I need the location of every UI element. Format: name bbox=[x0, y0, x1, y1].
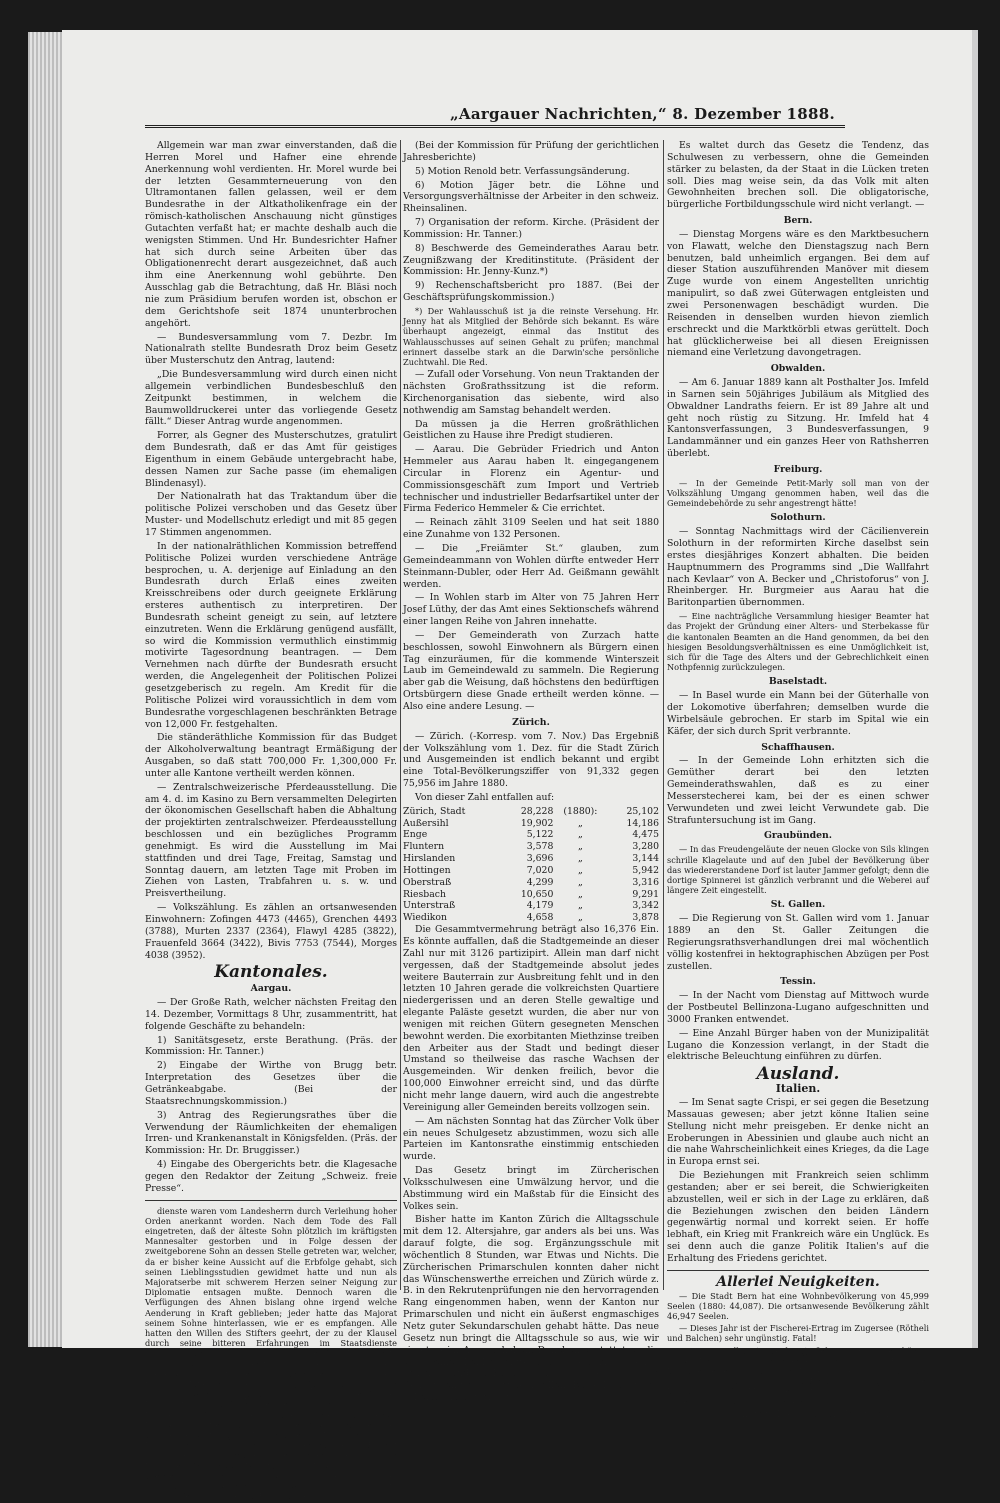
population-cell-place: Hottingen bbox=[403, 864, 451, 876]
population-table bbox=[403, 806, 659, 924]
article-paragraph: — Eine nachträgliche Versammlung hiesiger Beamter hat das Projekt der Gründung einer Alters- und Sterbekasse für die kantonalen Beamten an die Hand genommen, da bei den hiesigen Besoldungsverhältnissen es eine Unmöglichkeit ist, sich für die Tage des Alters und der Gebrechlichkeit einen Nothpfennig zurückzulegen. bbox=[667, 611, 929, 673]
population-cell-mark: „ bbox=[577, 817, 583, 829]
population-cell-mark: „ bbox=[577, 864, 583, 876]
article-paragraph: Da müssen ja die Herren großräthlichen Geistlichen zu Hause ihre Predigt studieren. bbox=[403, 418, 659, 442]
article-paragraph: — Im Senat sagte Crispi, er sei gegen die Besetzung Massauas gewesen; aber jetzt könne Italien seine Stellung nicht mehr preisgeben. Er denke nicht an Eroberungen in Abessinien und glaube auch nicht an die nahe Wahrscheinlichkeit eines Krieges, da die Lage in Europa ernst sei. bbox=[667, 1097, 929, 1168]
article-paragraph: — Volkszählung. Es zählen an ortsanwesenden Einwohnern: Zofingen 4473 (4465), Grenchen 4493 (3788), Murten 2337 (2364), Flawyl 4285 (3822), Frauenfeld 3664 (3422), Bivis 7753 (7544), Morges 4038 (3952). bbox=[145, 902, 397, 961]
article-paragraph: — In der Gemeinde Lohn erhitzten sich die Gemüther derart bei den letzten Gemeinderathswahlen, daß es zu einer Messerstecherei kam, bei der es einen schwer Verwundeten und zwei leicht Verwundete gab. Die Strafuntersuchung ist im Gang. bbox=[667, 755, 929, 826]
column-rule bbox=[400, 140, 401, 1290]
article-paragraph: Bisher hatte im Kanton Zürich die Alltagsschule mit dem 12. Altersjahre, gar anders als bei uns. Was darauf folgte, die sog. Ergänzungsschule mit wöchentlich 8 Stunden, war Etwas und Nichts. Die Zürcherischen Primarschulen konnten daher nicht das Wünschenswerthe erreichen und Zürich würde z. B. in den Rekrutenprüfungen nie den hervorragenden Rang eingenommen haben, wenn der Kanton nur Primarschulen und nicht ein äußerst engmaschiges Netz guter Sekundarschulen gehabt hätte. Das neue Gesetz nun bringt die Alltagsschule so aus, wie wir sie etwa im Aargau haben. Daneben gestattet es die Wahlfreiheit bei Lehrmittel und Schreibmaterialien in Primar- und Sekundarschulen, ohne daß die Gemeinden verhindert sein sollen. Es verlängert den Arbeitsschulunterricht. bbox=[403, 1214, 659, 1404]
population-cell-place: Fluntern bbox=[403, 841, 445, 853]
population-cell-now: 5,122 bbox=[526, 829, 554, 841]
article-paragraph: — Reinach zählt 3109 Seelen und hat seit 1880 eine Zunahme von 132 Personen. bbox=[403, 517, 659, 541]
article-paragraph: — Aarau. Die Gebrüder Friedrich und Anton Hemmeler aus Aarau haben lt. eingegangenem Circular in Florenz ein Agentur- und Commissionsgeschäft zum Import und Vertrieb technischer und industrieller Bedarfsartikel unter der Firma Federico Hemmeler & Cie errichtet. bbox=[403, 444, 659, 515]
article-paragraph: 3) Antrag des Regierungsrathes über die Verwendung der Räumlichkeiten der ehemaligen Irren- und Krankenanstalt in Königsfelden. (Präs. der Kommission: Hr. Dr. Bruggisser.) bbox=[145, 1109, 397, 1157]
article-paragraph: 6) Motion Jäger betr. die Löhne und Versorgungsverhältnisse der Arbeiter in den schweiz. Rheinsalinen. bbox=[403, 179, 659, 215]
article-paragraph: — Am 6. Januar 1889 kann alt Posthalter Jos. Imfeld in Sarnen sein 50jähriges Jubiläum als Mitglied des Obwaldner Landraths feiern. Er ist 89 Jahre alt und geht noch rüstig zu Sitzung. Hr. Imfeld hat 4 Kantonsverfassungen, 3 Bundesverfassungen, 9 Landammänner und ein ganzes Heer von Rathsherren überlebt. bbox=[667, 377, 929, 460]
article-paragraph: — In Wohlen starb im Alter von 75 Jahren Herr Josef Lüthy, der das Amt eines Sektionschefs während einer langen Reihe von Jahren innehatte. bbox=[403, 592, 659, 628]
population-row bbox=[403, 912, 659, 924]
population-cell-then: 25,102 bbox=[626, 805, 659, 817]
footnote: *) Der Wahlausschuß ist ja die reinste Versehung. Hr. Jenny hat als Mitglied der Behörde sich bekannt. Es wäre überhaupt angezeigt, einmal das Institut des Wahlausschusses auf seinen Gehalt zu prüfen; manchmal erinnert dasselbe stark an die Darwin'sche persönliche Zuchtwahl. Die Red. bbox=[403, 305, 659, 367]
page-right-edge bbox=[972, 30, 978, 1348]
news-item: — In Corcelles (Neuenburg) fiel ein Hauseigenthümer letzten Freitag mit einer Laterne in der Hand vom Heustock. Die Laterne zerbrach und das Heu entzündete sich. Das Feuer griff so schnell um sich, daß das Haus vollständig abbrannte. Das unvorsichtige Mannli selbst fand in den Flammen. Eine arme alte Frau wurde leider gerettet. bbox=[667, 1345, 929, 1407]
article-paragraph: — Dienstag Morgens wäre es den Marktbesuchern von Flawatt, welche den Dienstagszug nach Bern benutzen, bald unheimlich ergangen. Bei dem auf dieser Station auszuführenden Manöver mit diesem Zuge wurde von einem Angestellten unrichtig manipulirt, so daß zwei Güterwagen entgleisten und zwei Personenwagen beschädigt wurden. Die Reisenden in denselben wurden hievon ziemlich erschreckt und die Marktkörbli etwas gerüttelt. Doch hat glücklicherweise bei all diesen Ereignissen niemand eine Verletzung davongetragen. bbox=[667, 228, 929, 359]
article-paragraph: 1) Sanitätsgesetz, erste Berathung. (Präs. der Kommission: Hr. Tanner.) bbox=[145, 1034, 397, 1058]
article-paragraph: — Am nächsten Sonntag hat das Zürcher Volk über ein neues Schulgesetz abzustimmen, wozu sich alle Parteien im Kantonsrathe einstimmig entschieden wurde. bbox=[403, 1115, 659, 1163]
article-paragraph: Es waltet durch das Gesetz die Tendenz, das Schulwesen zu verbessern, ohne die Gemeinden stärker zu belasten, da der Staat in die Lücken treten soll. Dies mag weise sein, da das Volk mit alten Gewohnheiten brechen soll. Die obligatorische, bürgerliche Fortbildungsschule wird nicht verlangt. — bbox=[667, 140, 929, 211]
population-cell-now: 7,020 bbox=[526, 864, 554, 876]
article-paragraph: Von dieser Zahl entfallen auf: bbox=[415, 791, 555, 803]
article-paragraph: 4) Eingabe des Obergerichts betr. die Klagesache gegen den Redaktor der Zeitung „Schweiz. freie Presse“. bbox=[145, 1159, 397, 1194]
article-paragraph: (Bei der Kommission für Prüfung der gerichtlichen Jahresberichte) bbox=[403, 140, 659, 163]
population-cell-place: Außersihl bbox=[403, 817, 449, 829]
article-paragraph: Der Nationalrath hat das Traktandum über die politische Polizei verschoben und das Gesetz über Muster- und Modellschutz erledigt und mit 85 gegen 17 Stimmen angenommen. bbox=[145, 491, 397, 538]
population-cell-then: 3,144 bbox=[632, 853, 659, 865]
population-row bbox=[403, 865, 659, 877]
column-rule bbox=[663, 140, 664, 1290]
article-paragraph: — In der Gemeinde Petit-Marly soll man von der Volkszählung Umgang genommen haben, weil das die Gemeindebehörde zu sehr angestrengt hätte! bbox=[667, 477, 929, 509]
population-cell-now: 10,650 bbox=[520, 888, 554, 900]
article-paragraph: 7) Organisation der reform. Kirche. (Präsident der Kommission: Hr. Tanner.) bbox=[403, 217, 659, 240]
population-row bbox=[403, 806, 659, 818]
article-paragraph: — Zürich. (-Korresp. vom 7. Nov.) Das Ergebniß der Volkszählung vom 1. Dez. für die Stadt Zürich und Ausgemeinden ist endlich bekannt und ergibt eine Total-Bevölkerungsziffer von 91,332 gegen 75,956 im Jahre 1880. bbox=[403, 730, 659, 790]
article-paragraph: Forrer, als Gegner des Musterschutzes, gratulirt dem Bundesrath, daß er das Amt für geistiges Eigenthum in einem Gebäude untergebracht habe, dessen Namen zur Sache passe (im ehemaligen Blindenasyl). bbox=[145, 430, 397, 489]
article-paragraph: — Der Große Rath, welcher nächsten Freitag den 14. Dezember, Vormittags 8 Uhr, zusammentritt, hat folgende Geschäfte zu behandeln: bbox=[145, 997, 397, 1032]
news-item: — In der Nacht vom Dienstag zum Mittwoch bbox=[679, 1408, 890, 1420]
population-cell-place: Unterstraß bbox=[403, 900, 456, 912]
population-cell-place: Oberstraß bbox=[403, 876, 452, 888]
article-paragraph: Die Gesammtvermehrung beträgt also 16,376 Ein. Es könnte auffallen, daß die Stadtgemeinde an dieser Zahl nur mit 3126 partizipirt. Allein man darf nicht vergessen, daß der Stadtgemeinde absolut jedes weitere Bauterrain zur Ausbreitung fehlt und in den letzten 10 Jahren gerade die volkreichsten Quartiere niedergerissen und an deren Stelle gewaltige und elegante Paläste gesetzt wurden, die aber nur von wenigen mit reichen Gütern gesegneten Menschen bewohnt werden. Die exorbitanten Miethzinse treiben den Arbeiter aus der Stadt und bedingt dieser Umstand so theilweise das rasche Wachsen der Ausgemeinden. Wir denken freilich, bevor die 100,000 Einwohner erreicht sind, und das dürfte nicht mehr lange dauern, wird auch die angestrebte Vereinigung aller Gemeinden bereits vollzogen sein. bbox=[403, 924, 659, 1113]
article-paragraph: — In das Freudengeläute der neuen Glocke von Sils klingen schrille Klagelaute und auf den Jubel der Bevölkerung über das wiedererstandene Dorf ist lauter Jammer gefolgt; denn die dortige Spinnerei ist gänzlich verbrannt und die Weberei auf längere Zeit eingestellt. bbox=[667, 844, 929, 896]
section-heading-ausland: Ausland. bbox=[756, 1064, 840, 1085]
population-cell-then: 3,316 bbox=[632, 876, 659, 888]
population-cell-mark: „ bbox=[577, 876, 583, 888]
population-cell-mark: „ bbox=[577, 829, 583, 841]
article-paragraph: — Eine Anzahl Bürger haben von der Munizipalität Lugano die Konzession verlangt, in der Stadt die elektrische Beleuchtung einführen zu dürfen. bbox=[667, 1027, 929, 1063]
population-cell-now: 3,578 bbox=[526, 841, 554, 853]
feuilleton-rule bbox=[145, 1200, 397, 1201]
article-paragraph: Allgemein war man zwar einverstanden, daß die Herren Morel und Hafner eine ehrende Anerkennung wohl verdienten. Hr. Morel wurde bei der letzten Gesammterneuerung von den Ultramontanen fallen gelassen, weil er dem Bundesrathe in der Altkatholikenfrage ein der römisch-katholischen Anschauung nicht günstiges Gutachten verfaßt hat; er machte deshalb auch die wenigsten Stimmen. Und Hr. Bundesrichter Hafner hat sich durch seine Arbeiten über das Obligationenrecht derart ausgezeichnet, daß auch ihm eine Anerkennung wohl gebührte. Den Ausschlag gab die Betrachtung, daß Hr. Bläsi noch nie zum Präsidium berufen worden ist, obschon er dem Gerichtshofe seit 1874 ununterbrochen angehört. bbox=[145, 140, 397, 329]
article-paragraph: — Die Regierung von St. Gallen wird vom 1. Januar 1889 an den St. Galler Zeitungen die Regierungsrathsverhandlungen drei mal wöchentlich völlig kostenfrei in hektographischen Abzügen per Post zustellen. bbox=[667, 913, 929, 972]
population-row bbox=[403, 841, 659, 853]
article-paragraph: Die ständeräthliche Kommission für das Budget der Alkoholverwaltung beantragt Ermäßigung der Ausgaben, so daß statt 700,000 Fr. 1,300,000 Fr. unter alle Kantone vertheilt werden können. bbox=[145, 732, 397, 779]
population-row bbox=[403, 877, 659, 889]
column-2 bbox=[403, 140, 659, 1406]
article-paragraph: In der nationalräthlichen Kommission betreffend Politische Polizei wurden verschiedene Anträge besprochen, u. A. derjenige auf Einladung an den Bundesrath durch Erlaß eines zweiten Kreisschreibens oder durch geeignete Erklärung ersteres authentisch zu interpretiren. Der Bundesrath scheint geneigt zu sein, auf letztere einzutreten. Wenn die Erklärung genügend ausfällt, so wird die Kommission vermuthlich einstimmig motivirte Tagesordnung beantragen. — Dem Vernehmen nach dürfte der Bundesrath ersucht werden, die Angelegenheit der Politischen Polizei gesetzgeberisch zu regeln. Am Kredit für die Politische Polizei wird voraussichtlich in dem vom Bundesrathe vorgeschlagenen beschränkten Betrage von 12,000 Fr. festgehalten. bbox=[145, 540, 397, 730]
article-paragraph: — Zufall oder Vorsehung. Von neun Traktanden der nächsten Großrathssitzung ist die reform. Kirchenorganisation das siebente, wird also nothwendig am Samstag behandelt werden. bbox=[403, 369, 659, 416]
article-paragraph: 8) Beschwerde des Gemeinderathes Aarau betr. Zeugnißzwang der Kreditinstitute. (Präsident der Kommission: Hr. Jenny-Kunz.*) bbox=[403, 242, 659, 278]
population-cell-mark: „ bbox=[577, 841, 583, 853]
population-cell-then: 14,186 bbox=[626, 817, 659, 829]
subheading-aargau: Aargau. bbox=[250, 983, 292, 995]
article-paragraph: — Bundesversammlung vom 7. Dezbr. Im Nationalrath stellte Bundesrath Droz beim Gesetz über Musterschutz den Antrag, lautend: bbox=[145, 331, 397, 367]
subheading-schaffhausen: Schaffhausen. bbox=[761, 741, 835, 753]
population-cell-then: 3,280 bbox=[632, 841, 659, 853]
population-cell-place: Enge bbox=[403, 829, 428, 841]
section-heading-allerlei: Allerlei Neuigkeiten. bbox=[716, 1273, 880, 1290]
population-cell-mark: „ bbox=[577, 900, 583, 912]
feuilleton-text: dienste waren vom Landesherrn durch Verleihung hoher Orden anerkannt worden. Nach dem Tode des Fall eingetreten, daß der älteste Sohn plötzlich im kräftigsten Mannesalter gestorben und in Folge dessen der zweitgeborene Sohn an dessen Stelle getreten war, welcher, da er bisher keine Aussicht auf die Erbfolge gehabt, sich seinen Lieblingsstudien gewidmet hatte und nun als Majoratserbe mit schwerem Herzen seiner Neigung zur Diplomatie entsagen mußte. Dennoch waren die Verfügungen des Ahnen bislang ohne irgend welche Aenderung in Kraft geblieben; jeder hatte das Majorat seinem Sohne hinterlassen, wie er es empfangen. Alle hatten den Willen des Stifters geehrt, der zu der Klausel durch seine bitteren Erfahrungen im Staatsdienste bewogen wurde. Bis auf den Vater des jetzigen Erben hatte sich der Sohn den Beruf entschieden, und mit dem siebenzehnten Sitte seines Hauses gemäß, an einem fremden Hofe Träger eines hohen, diplomatischen Amtes gewesen, war dann plötzlich durch die hinterlistigen Machinationen seiner Feinde gestürzt und vom Landesherrn in Ungnade entlassen worden. Voll tiefster Erbitterung hatte er sich auf seine Güter zurückgezogen und bei der Stiftung des Majorats seinen Nachkommen zur Pflicht gemacht, dem Staatsdienste fern zu bleiben. Bis auf den vorletzten Majoratsherrn, dem Vater Grafen, war das Erbe stets im direkter Nachfolge vom Vater auf den Sohn übergegangen. Graf Kuno hatte jedoch keinen männlichen Namenserben hinterlassen und so war nach ihm die nächste Nebenlinie in Erbfolge des Besitzes getreten. bbox=[145, 1205, 397, 1502]
article-paragraph: — Der Gemeinderath von Zurzach hatte beschlossen, sowohl Einwohnern als Bürgern einen Tag einzuräumen, für die kommende Winterszeit Laub im Gemeindewald zu sammeln. Die Regierung aber gab die Weisung, daß höchstens den bedürftigen Ortsbürgern diese Gnade ertheilt werden könne. — Also eine andere Lesung. — bbox=[403, 629, 659, 712]
subheading-st-gallen: St. Gallen. bbox=[770, 899, 826, 911]
population-row bbox=[403, 818, 659, 830]
subheading-freiburg: Freiburg. bbox=[773, 463, 823, 475]
column-3 bbox=[667, 140, 929, 1423]
population-row bbox=[403, 829, 659, 841]
subheading-zuerich: Zürich. bbox=[512, 716, 550, 728]
article-paragraph: — Zentralschweizerische Pferdeausstellung. Die am 4. d. im Kasino zu Bern versammelten Delegirten der ökonomischen Gesellschaft haben die Abhaltung der projektirten zentralschweizer. Pferdeausstellung beschlossen und ein bezügliches Programm genehmigt. Es wird die Ausstellung im Mai stattfinden und drei Tage, Freitag, Samstag und Sonntag dauern, am letzten Tage mit Proben im Ziehen von Lasten, Trabfahren u. s. w. und Preisvertheilung. bbox=[145, 781, 397, 900]
population-cell-now: 4,299 bbox=[526, 876, 554, 888]
page-header bbox=[145, 103, 845, 127]
population-cell-now: 4,179 bbox=[526, 900, 554, 912]
article-paragraph: Die Beziehungen mit Frankreich seien schlimm gestanden; aber er sei bereit, die Schwierigkeiten abzustellen, weil er sich in der Lage zu erklären, daß die Beziehungen zwischen den beiden Ländern gegenwärtig normal und korrekt seien. Er hoffe lebhaft, ein Krieg mit Frankreich wäre ein Unglück. Es sei denn auch die ganze Politik Italien's auf die Erhaltung des Friedens gerichtet. bbox=[667, 1170, 929, 1264]
newspaper-title: „Aargauer Nachrichten,“ 8. Dezember 1888. bbox=[449, 105, 835, 123]
population-cell-now: 28,228 bbox=[520, 805, 554, 817]
population-cell-place: Wiedikon bbox=[403, 912, 448, 924]
news-item: — Dieses Jahr ist der Fischerei-Ertrag im Zugersee (Rötheli und Balchen) sehr ungünstig. Fatal! bbox=[667, 1323, 929, 1344]
subheading-obwalden: Obwalden. bbox=[770, 363, 826, 375]
subheading-solothurn: Solothurn. bbox=[770, 512, 826, 524]
population-cell-then: 3,878 bbox=[632, 912, 659, 924]
header-rule bbox=[145, 125, 845, 128]
article-paragraph: — Sonntag Nachmittags wird der Cäcilienverein Solothurn in der reformirten Kirche daselbst sein erstes diesjähriges Konzert abhalten. Die beiden Hauptnummern des Programms sind „Die Wallfahrt nach Kevlaar“ von A. Becker und „Christoforus“ von J. Rheinberger. Hr. Burgmeier aus Aarau hat die Baritonpartien übernommen. bbox=[667, 526, 929, 609]
population-row bbox=[403, 853, 659, 865]
article-paragraph: — Die „Freiämter St.“ glauben, zum Gemeindeammann von Wohlen dürfte entweder Herr Steinmann-Dubler, oder Herr Ad. Geißmann gewählt werden. bbox=[403, 543, 659, 590]
population-cell-then: 5,942 bbox=[632, 864, 659, 876]
page-stack-edge bbox=[28, 32, 64, 1347]
population-cell-mark: „ bbox=[577, 912, 583, 924]
population-row bbox=[403, 900, 659, 912]
section-rule bbox=[667, 1270, 929, 1271]
news-item: — Die Stadt Bern hat eine Wohnbevölkerung von 45,999 Seelen (1880: 44,087). Die ortsanwesende Bevölkerung zählt 46,947 Seelen. bbox=[667, 1290, 929, 1322]
section-heading-kantonales: Kantonales. bbox=[214, 962, 328, 983]
population-row bbox=[403, 889, 659, 901]
population-cell-then: 3,342 bbox=[632, 900, 659, 912]
article-paragraph: 5) Motion Renold betr. Verfassungsänderung. bbox=[415, 165, 630, 177]
article-paragraph: „Die Bundesversammlung wird durch einen nicht allgemein verbindlichen Bundesbeschluß den Zeitpunkt bestimmen, in welchem die Baumwolldruckerei unter das vorliegende Gesetz fällt.“ Dieser Antrag wurde angenommen. bbox=[145, 369, 397, 428]
subheading-graubuenden: Graubünden. bbox=[763, 830, 833, 842]
article-paragraph: 2) Eingabe der Wirthe von Brugg betr. Interpretation des Gesetzes über die Getränkeabgabe. (Bei der Staatsrechnungskommission.) bbox=[145, 1060, 397, 1107]
article-paragraph: Das Gesetz bringt im Zürcherischen Volksschulwesen eine Umwälzung hervor, und die Abstimmung wird ein Maßstab für die Einsicht des Volkes sein. bbox=[403, 1165, 659, 1212]
column-1 bbox=[145, 140, 397, 1503]
article-paragraph: 9) Rechenschaftsbericht pro 1887. (Bei der Geschäftsprüfungskommission.) bbox=[403, 280, 659, 304]
population-cell-now: 19,902 bbox=[520, 817, 554, 829]
population-cell-now: 3,696 bbox=[526, 853, 554, 865]
subheading-baselstadt: Baselstadt. bbox=[768, 676, 828, 688]
population-cell-now: 4,658 bbox=[526, 912, 554, 924]
subheading-italien: Italien. bbox=[775, 1082, 821, 1096]
article-paragraph: — In Basel wurde ein Mann bei der Güterhalle von der Lokomotive überfahren; demselben wurde die Wirbelsäule gebrochen. Er starb im Spital wie ein Käfer, der sich durch Sprit verbrannte. bbox=[667, 690, 929, 737]
subheading-bern: Bern. bbox=[783, 215, 813, 227]
subheading-tessin: Tessin. bbox=[780, 976, 816, 988]
population-cell-mark: (1880): bbox=[563, 805, 598, 817]
population-cell-place: Hirslanden bbox=[403, 853, 456, 865]
population-cell-place: Zürich, Stadt bbox=[403, 805, 466, 817]
article-paragraph: — In der Nacht vom Dienstag auf Mittwoch wurde der Postbeutel Bellinzona-Lugano aufgeschnitten und 3000 Franken entwendet. bbox=[667, 990, 929, 1025]
population-cell-mark: „ bbox=[577, 888, 583, 900]
population-cell-then: 4,475 bbox=[632, 829, 659, 841]
population-cell-place: Riesbach bbox=[403, 888, 446, 900]
population-cell-then: 9,291 bbox=[632, 888, 659, 900]
population-cell-mark: „ bbox=[577, 853, 583, 865]
